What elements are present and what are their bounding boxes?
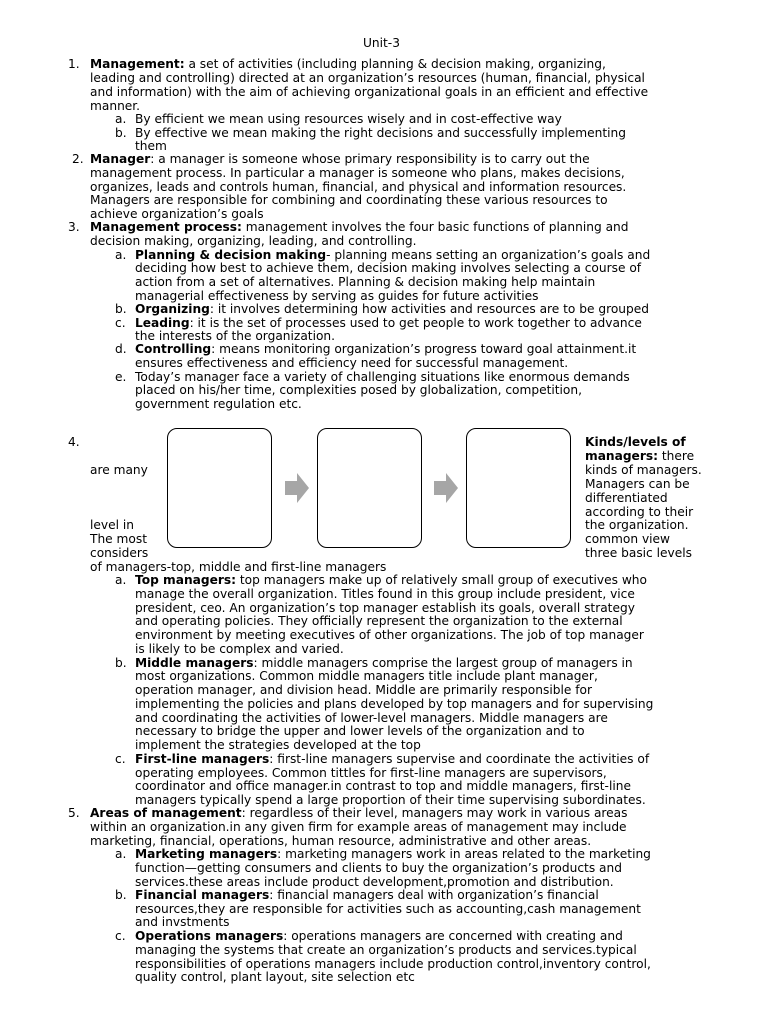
sub-marker-1a: a. [115, 112, 127, 126]
sub-item-4b-line-1: Middle managers: middle managers comprise the largest group of managers in [135, 656, 633, 670]
wrapped-left-line-3: The most [90, 532, 147, 546]
sub-item-1a: By efficient we mean using resources wisely and in cost-effective way [135, 112, 562, 126]
wrapped-right-line-4: differentiated [585, 491, 668, 505]
section-1-line-2: leading and controlling) directed at an organization’s resources (human, financial, physical [90, 71, 645, 85]
wrapped-left-line-1: are many [90, 463, 148, 477]
wrapped-right-line-8: three basic levels [585, 546, 692, 560]
term-operations-managers: Operations managers [135, 929, 284, 943]
sub-item-3e-line-3: government regulation etc. [135, 397, 302, 411]
sub-item-3c-line-1: Leading: it is the set of processes used to get people to work together to advance [135, 316, 642, 330]
item-number-5: 5. [68, 806, 80, 820]
item-number-3: 3. [68, 220, 80, 234]
section-2-line-1: Manager: a manager is someone whose primary responsibility is to carry out the [90, 152, 590, 166]
sub-item-5c-line-4: quality control, plant layout, site selection etc [135, 970, 415, 984]
term-leading: Leading [135, 316, 190, 330]
sub-item-4b-line-5: and coordinating the activities of lower-level managers. Middle managers are [135, 711, 608, 725]
wrapped-right-line-5: according to their [585, 505, 694, 519]
section-5-line-2: within an organization.in any given firm for example areas of management may include [90, 820, 627, 834]
term-manager: Manager [90, 152, 151, 166]
term-organizing: Organizing [135, 302, 210, 316]
wrapped-right-line-7: common view [585, 532, 671, 546]
section-4-continuation: of managers-top, middle and first-line managers [90, 560, 387, 574]
page-title: Unit-3 [363, 36, 400, 50]
sub-item-3d-line-1: Controlling: means monitoring organization’s progress toward goal attainment.it [135, 342, 637, 356]
sub-item-3b: Organizing: it involves determining how activities and resources are to be grouped [135, 302, 650, 316]
sub-marker-3e: e. [115, 370, 127, 384]
sub-marker-4c: c. [115, 752, 126, 766]
sub-item-4c-line-3: coordinator and office manager.in contrast to top and middle managers, first-line [135, 779, 631, 793]
sub-marker-1b: b. [115, 126, 127, 140]
section-3-line-1: Management process: management involves the four basic functions of planning and [90, 220, 629, 234]
sub-item-5c-line-3: responsibilities of operations managers include production control,inventory control, [135, 957, 651, 971]
section-1-line-4: manner. [90, 99, 141, 113]
kinds-levels-heading: Kinds/levels of [585, 435, 686, 449]
sub-item-5b-line-1: Financial managers: financial managers deal with organization’s financial [135, 888, 599, 902]
sub-item-4a-line-1: Top managers: top managers make up of relatively small group of executives who [135, 573, 647, 587]
sub-item-4b-line-6: necessary to bridge the upper and lower levels of the organization and to [135, 724, 585, 738]
sub-item-5a-line-2: function—getting consumers and clients to buy the organization’s products and [135, 861, 622, 875]
diagram-box-1 [167, 428, 272, 548]
sub-item-4a-line-4: and operating policies. They officially represent the organization to the external [135, 614, 623, 628]
sub-item-3a-line-1: Planning & decision making- planning means setting an organization’s goals and [135, 248, 651, 262]
diagram-arrow-1 [285, 473, 309, 503]
sub-item-5b-line-3: and invstments [135, 915, 230, 929]
term-financial-managers: Financial managers [135, 888, 270, 902]
sub-marker-3a: a. [115, 248, 127, 262]
sub-item-4b-line-4: implementing the policies and plans developed by top managers and for supervising [135, 697, 654, 711]
section-2-line-2: management process. In particular a manager is someone who plans, makes decisions, [90, 166, 625, 180]
term-middle-managers: Middle managers [135, 656, 254, 670]
sub-item-5a-line-3: services.these areas include product development,promotion and distribution. [135, 875, 614, 889]
sub-item-3a-line-3: action from a set of alternatives. Planning & decision making help maintain [135, 275, 596, 289]
term-first-line-managers: First-line managers [135, 752, 270, 766]
section-1-line-3: and information) with the aim of achieving organizational goals in an efficient and effective [90, 85, 649, 99]
wrapped-left-line-2: level in [90, 518, 134, 532]
sub-item-4b-line-7: implement the strategies developed at the top [135, 738, 421, 752]
item-number-2: 2. [72, 152, 84, 166]
sub-item-3e-line-2: placed on his/her time, complexities posed by globalization, competition, [135, 383, 582, 397]
wrapped-left-line-4: considers [90, 546, 149, 560]
sub-item-5c-line-2: managing the systems that create an organization’s products and services.typical [135, 943, 637, 957]
diagram-box-3 [466, 428, 571, 548]
item-number-4: 4. [68, 435, 80, 449]
sub-item-5a-line-1: Marketing managers: marketing managers work in areas related to the marketing [135, 847, 651, 861]
sub-marker-3b: b. [115, 302, 127, 316]
wrapped-right-line-1: managers: there [585, 449, 695, 463]
sub-marker-5a: a. [115, 847, 127, 861]
section-2-line-3: organizes, leads and controls human, financial, and physical and information resources. [90, 180, 627, 194]
sub-item-4c-line-1: First-line managers: first-line managers supervise and coordinate the activities of [135, 752, 650, 766]
section-5-line-3: marketing, financial, operations, human resource, administrative and other areas. [90, 834, 592, 848]
sub-item-3a-line-2: deciding how best to achieve them, decision making involves selecting a course of [135, 261, 642, 275]
sub-item-3d-line-2: ensures effectiveness and efficiency need for successful management. [135, 356, 569, 370]
term-areas-of-management: Areas of management [90, 806, 242, 820]
sub-marker-5c: c. [115, 929, 126, 943]
sub-item-4a-line-2: manage the overall organization. Titles found in this group include president, vice [135, 587, 635, 601]
sub-item-4a-line-6: is likely to be complex and varied. [135, 642, 344, 656]
sub-item-3c-line-2: the interests of the organization. [135, 329, 336, 343]
sub-item-5b-line-2: resources,they are responsible for activities such as accounting,cash management [135, 902, 641, 916]
term-controlling: Controlling [135, 342, 212, 356]
sub-item-3e-line-1: Today’s manager face a variety of challenging situations like enormous demands [135, 370, 630, 384]
diagram-box-2 [317, 428, 422, 548]
section-5-line-1: Areas of management: regardless of their level, managers may work in various areas [90, 806, 628, 820]
wrapped-right-line-6: the organization. [585, 518, 689, 532]
sub-marker-5b: b. [115, 888, 127, 902]
item-number-1: 1. [68, 57, 80, 71]
sub-item-1b-line-1: By effective we mean making the right decisions and successfully implementing [135, 126, 626, 140]
sub-item-4c-line-4: managers typically spend a large proportion of their time supervising subordinates. [135, 793, 646, 807]
sub-item-4a-line-5: environment by meeting executives of other organizations. The job of top manager [135, 628, 644, 642]
term-management: Management: [90, 57, 185, 71]
sub-item-3a-line-4: managerial effectiveness by serving as guides for future activities [135, 289, 539, 303]
wrapped-right-line-3: Managers can be [585, 477, 690, 491]
wrapped-right-line-2: kinds of managers. [585, 463, 702, 477]
term-management-process: Management process: [90, 220, 242, 234]
term-marketing-managers: Marketing managers [135, 847, 278, 861]
sub-marker-3c: c. [115, 316, 126, 330]
sub-item-1b-line-2: them [135, 139, 167, 153]
sub-marker-4a: a. [115, 573, 127, 587]
sub-item-4c-line-2: operating employees. Common tittles for first-line managers are supervisors, [135, 766, 607, 780]
diagram-arrow-2 [434, 473, 458, 503]
section-2-line-4: Managers are responsible for combining and coordinating these various resources to [90, 193, 608, 207]
sub-item-4b-line-3: operation manager, and division head. Middle are primarily responsible for [135, 683, 592, 697]
sub-item-5c-line-1: Operations managers: operations managers are concerned with creating and [135, 929, 623, 943]
section-2-line-5: achieve organization’s goals [90, 207, 264, 221]
section-1-line-1: Management: a set of activities (including planning & decision making, organizing, [90, 57, 606, 71]
sub-marker-3d: d. [115, 342, 127, 356]
term-planning: Planning & decision making [135, 248, 327, 262]
term-top-managers: Top managers: [135, 573, 236, 587]
sub-marker-4b: b. [115, 656, 127, 670]
sub-item-4a-line-3: president, ceo. An organization’s top manager establish its goals, overall strategy [135, 601, 635, 615]
sub-item-4b-line-2: most organizations. Common middle managers title include plant manager, [135, 669, 598, 683]
section-3-line-2: decision making, organizing, leading, and controlling. [90, 234, 417, 248]
